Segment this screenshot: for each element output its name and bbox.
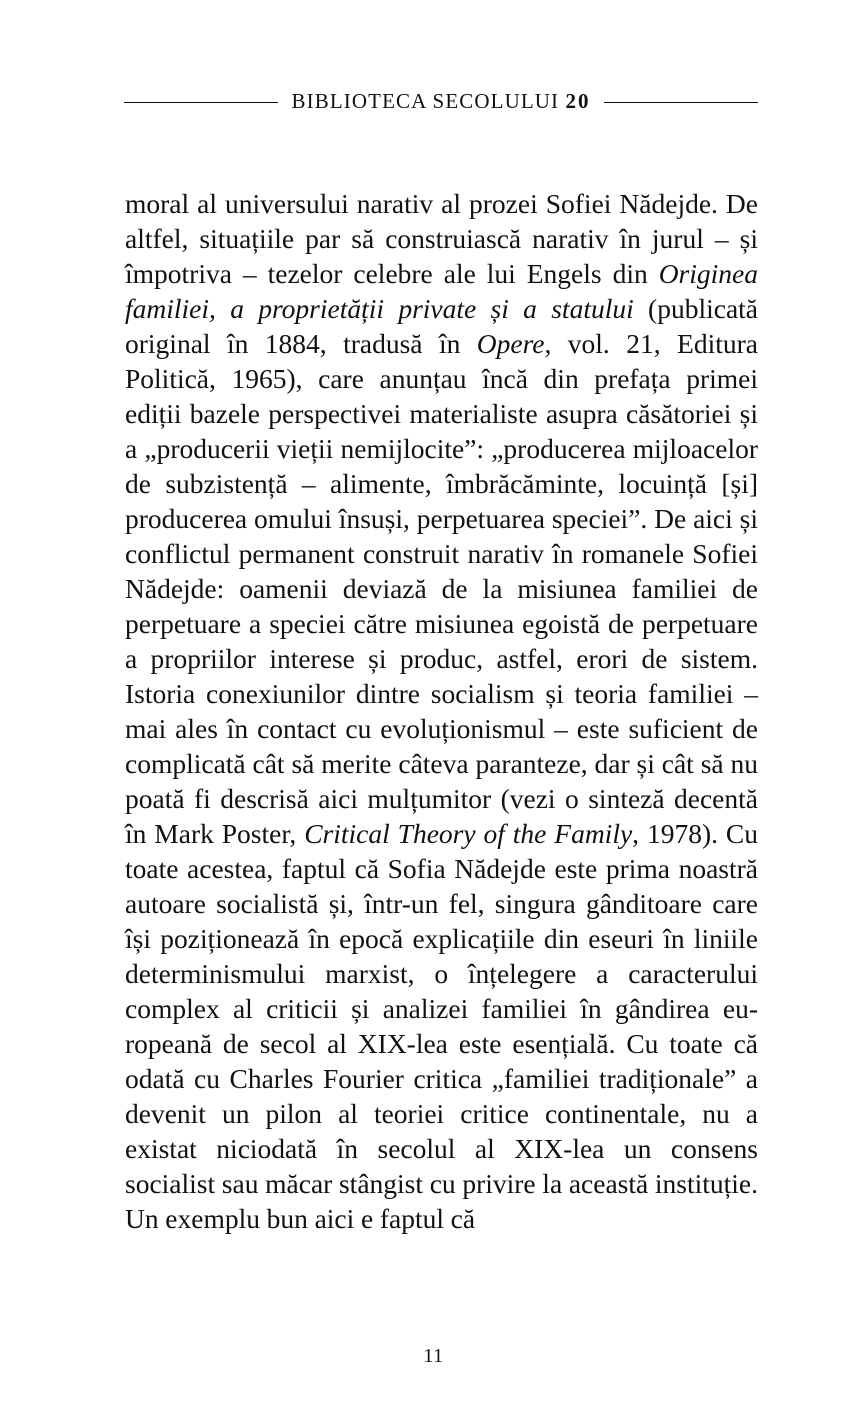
header-rule-left	[124, 102, 278, 103]
page-number: 11	[423, 1345, 444, 1367]
header-title	[292, 89, 591, 114]
body-text-column	[125, 186, 758, 1236]
body-paragraph: moral al universului narativ al prozei Sofiei Nădejde. De altfel, situațiile par să construiască narativ în jurul – și împotriva – tezelor celebre ale lui Engels din Originea familiei, a proprietății private și a statului (publicată original în 1884, tradusă în Opere, vol. 21, Editura Politică, 1965), care anunțau încă din prefața primei ediții bazele perspectivei materialiste asupra căsătoriei și a „producerii vieții nemijlocite”: „producerea mijloacelor de subzistență – alimente, îmbrăcăminte, locuință [și] producerea omului însuși, perpetuarea speciei”. De aici și conflictul permanent construit narativ în romanele Sofiei Nădejde: oamenii deviază de la misiunea familiei de perpetuare a speciei către misiunea egoistă de perpetuare a propriilor interese și produc, astfel, erori de sistem. Istoria conexiunilor dintre socialism și teoria familiei – mai ales în contact cu evoluționismul – este suficient de complicată cât să merite câteva paranteze, dar și cât să nu poată fi descrisă aici mulțumitor (vezi o sinteză decentă în Mark Poster, Critical Theory of the Family, 1978). Cu toate acestea, faptul că Sofia Nădejde este prima noastră autoare socialistă și, într-un fel, singura gânditoare care își poziționează în epocă explicațiile din eseuri în liniile determinismului marxist, o înțelegere a caracterului complex al criticii și analizei familiei în gândirea europeană de secol al XIX-lea este esențială. Cu toate că odată cu Charles Fourier critica „familiei tradiționale” a devenit un pilon al teoriei critice continentale, nu a existat niciodată în secolul al XIX-lea un consens socialist sau măcar stângist cu privire la această instituție. Un exemplu bun aici e faptul că	[125, 188, 758, 1234]
header-title-number: 20	[565, 88, 591, 113]
running-header	[124, 86, 758, 116]
header-rule-right	[604, 102, 758, 103]
header-title-text: BIBLIOTECA SECOLULUI	[291, 88, 566, 113]
